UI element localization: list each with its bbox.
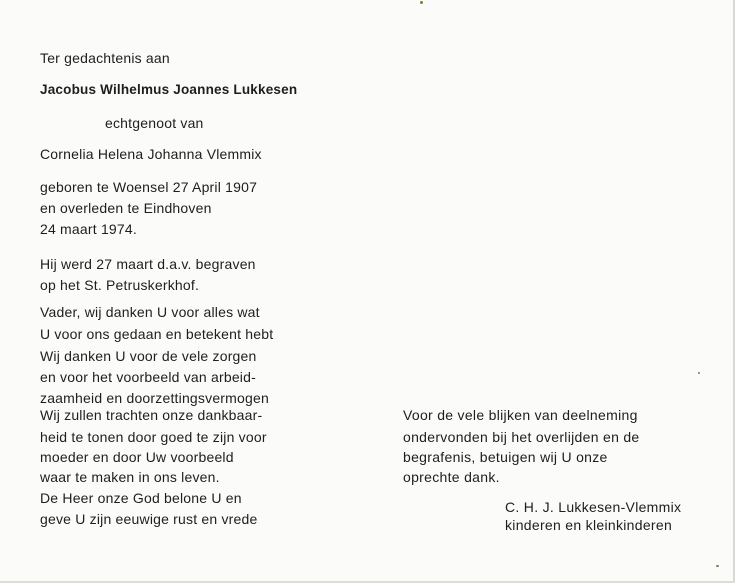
tribute-line: U voor ons gedaan en betekent hebt (40, 326, 274, 342)
tribute-line: Wij danken U voor de vele zorgen (40, 348, 257, 364)
tribute-line: Vader, wij danken U voor alles wat (40, 304, 260, 320)
family-line: kinderen en kleinkinderen (505, 517, 673, 533)
death-place-line: en overleden te Eindhoven (40, 200, 212, 216)
thanks-line: begrafenis, betuigen wij U onze (403, 449, 608, 465)
tribute-line: waar te maken in ons leven. (40, 469, 220, 485)
print-speck (716, 565, 719, 567)
tribute-line: moeder en door Uw voorbeeld (40, 449, 234, 465)
tribute-line: en voor het voorbeeld van arbeid- (40, 369, 256, 385)
birth-line: geboren te Woensel 27 April 1907 (40, 179, 258, 195)
burial-line: Hij werd 27 maart d.a.v. begraven (40, 256, 256, 272)
thanks-line: oprechte dank. (403, 469, 500, 485)
spouse-intro-text: echtgenoot van (105, 115, 204, 131)
death-date-line: 24 maart 1974. (40, 221, 137, 237)
burial-line: op het St. Petruskerkhof. (40, 277, 200, 293)
thanks-line: ondervonden bij het overlijden en de (403, 429, 640, 445)
signature-line: C. H. J. Lukkesen-Vlemmix (505, 499, 682, 515)
tribute-line: zaamheid en doorzettingsvermogen (40, 390, 269, 406)
tribute-line: heid te tonen door goed te zijn voor (40, 429, 267, 445)
print-speck (420, 1, 423, 4)
tribute-line: Wij zullen trachten onze dankbaar- (40, 407, 263, 423)
print-speck (698, 372, 700, 374)
deceased-name: Jacobus Wilhelmus Joannes Lukkesen (40, 82, 298, 97)
tribute-line: geve U zijn eeuwige rust en vrede (40, 511, 258, 527)
tribute-line: De Heer onze God belone U en (40, 490, 242, 506)
thanks-line: Voor de vele blijken van deelneming (403, 407, 638, 423)
spouse-name: Cornelia Helena Johanna Vlemmix (40, 146, 262, 162)
intro-text: Ter gedachtenis aan (40, 50, 170, 66)
